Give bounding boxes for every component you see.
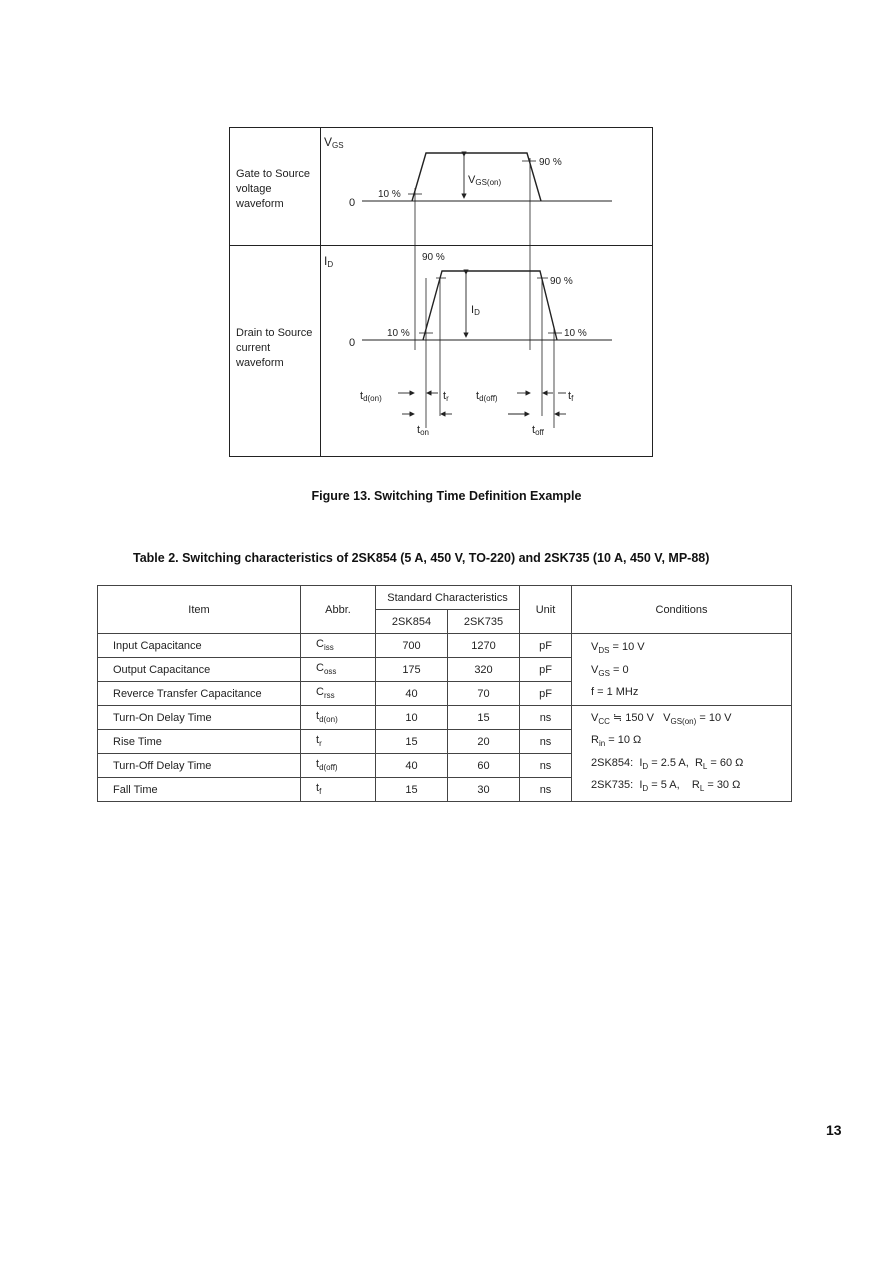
gate-waveform-label: Gate to Source voltage waveform [236, 168, 310, 210]
waveform-diagram [230, 128, 654, 458]
id-amplitude-label: ID [471, 304, 480, 317]
td-on-label: td(on) [360, 390, 382, 403]
gate-zero-label: 0 [349, 197, 356, 209]
drain-waveform-label: Drain to Source current waveform [236, 327, 313, 369]
td-off-label: td(off) [476, 390, 498, 403]
ton-label: ton [417, 424, 429, 437]
toff-label: toff [532, 424, 544, 437]
switching-table [97, 585, 792, 802]
header-unit: Unit [520, 586, 572, 634]
switching-figure [229, 127, 653, 457]
table-row: Fall Time $t_f$ 15 30 ns [98, 778, 792, 802]
figure-caption: Figure 13. Switching Time Definition Example [311, 489, 582, 503]
gate-10pct-label: 10 % [378, 189, 401, 200]
table-row: Input Capacitance $C_{iss}$ 700 1270 pF $V_{DS} = 10$ V $V_{GS} = 0$ f = 1 MHz [98, 634, 792, 658]
drain-zero-label: 0 [349, 337, 356, 349]
tf-label: tf [568, 390, 574, 403]
drain-10pct-right-label: 10 % [564, 328, 587, 339]
gate-pulse [412, 153, 541, 201]
id-label: ID [324, 254, 334, 269]
header-item: Item [98, 586, 301, 634]
tr-label: tr [443, 390, 449, 403]
drain-90pct-right-label: 90 % [550, 276, 573, 287]
header-model-1: 2SK854 [376, 610, 448, 634]
page-number: 13 [826, 1122, 842, 1138]
header-conditions: Conditions [572, 586, 792, 634]
header-standard: Standard Characteristics [376, 586, 520, 610]
conditions-capacitance: $V_{DS} = 10$ V $V_{GS} = 0$ f = 1 MHz [572, 634, 792, 706]
switching-table-wrap [97, 585, 792, 802]
vgs-label: VGS [324, 135, 344, 150]
drain-10pct-left-label: 10 % [387, 328, 410, 339]
table-row: Turn-Off Delay Time $t_{d(off)}$ 40 60 ns [98, 754, 792, 778]
conditions-switching: $V_{CC}$ ≒ 150 V $V_{GS(on)} = 10$ V $R_{in} = 10$ Ω 2SK854: $I_D = 2.5$ A, $R_L = 60$ Ω 2SK735: $I_D = 5$ A, $R_L = 30$ Ω [572, 706, 792, 802]
header-abbr: Abbr. [301, 586, 376, 634]
table-row: Turn-On Delay Time $t_{d(on)}$ 10 15 ns $V_{CC}$ ≒ 150 V $V_{GS(on)} = 10$ V $R_{in} = 10$ Ω 2SK854: $I_D = 2.5$ A, $R_L = 60$ Ω 2SK735: $I_D = 5$ A, $R_L = 30$ Ω [98, 706, 792, 730]
table-title: Table 2. Switching characteristics of 2SK854 (5 A, 450 V, TO-220) and 2SK735 (10 A, 450 V, MP-88) [133, 551, 710, 565]
drain-90pct-top-label: 90 % [422, 252, 445, 263]
table-row: Output Capacitance $C_{oss}$ 175 320 pF [98, 658, 792, 682]
gate-90pct-label: 90 % [539, 157, 562, 168]
vgson-label: VGS(on) [468, 174, 502, 187]
drain-pulse [423, 271, 557, 340]
header-model-2: 2SK735 [448, 610, 520, 634]
table-row: Reverce Transfer Capacitance $C_{rss}$ 40 70 pF [98, 682, 792, 706]
table-row: Rise Time $t_r$ 15 20 ns [98, 730, 792, 754]
